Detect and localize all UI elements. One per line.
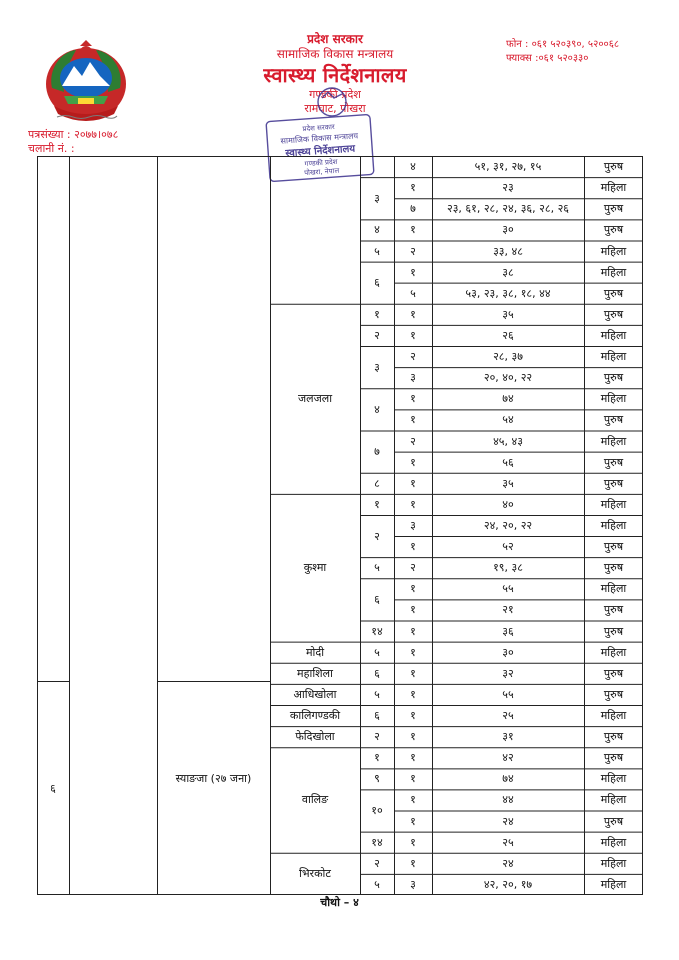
gender-cell: पुरुष — [603, 413, 624, 427]
gender-cell: महिला — [600, 392, 627, 406]
ward-number-cell: ५ — [374, 687, 380, 701]
gender-cell: पुरुष — [603, 814, 624, 828]
header-province-name: गण्डकी प्रदेश — [309, 88, 361, 101]
age-list-cell: १९, ३८ — [493, 561, 523, 575]
gender-cell: महिला — [600, 645, 627, 659]
case-count-cell: १ — [410, 181, 416, 195]
gender-cell: पुरुष — [603, 371, 624, 385]
gender-cell: महिला — [600, 709, 627, 723]
case-count-cell: २ — [410, 244, 416, 258]
age-list-cell: २५ — [502, 835, 514, 849]
seal-line-5: पोखरा, नेपाल — [303, 166, 340, 178]
gender-cell: पुरुष — [603, 561, 624, 575]
ward-number-cell: २ — [374, 328, 380, 342]
case-count-cell: ५ — [410, 286, 416, 300]
emblem-caption-scribble — [55, 113, 119, 119]
gender-cell: महिला — [600, 328, 627, 342]
case-count-cell: ३ — [410, 371, 416, 385]
gender-cell: महिला — [600, 835, 627, 849]
municipality-cell: फेदिखोला — [295, 730, 335, 744]
case-count-cell: ४ — [410, 160, 416, 174]
case-count-cell: १ — [410, 772, 416, 786]
ward-number-cell: २ — [374, 856, 380, 870]
case-count-cell: १ — [410, 751, 416, 765]
ward-number-cell: ६ — [374, 592, 380, 606]
ward-number-cell: ४ — [374, 402, 380, 416]
age-list-cell: ३६ — [502, 624, 514, 638]
ward-number-cell: २ — [374, 730, 380, 744]
age-list-cell: ३० — [502, 645, 514, 659]
dispatch-number: चलानी नं. : — [28, 142, 75, 155]
ward-number-cell: ९ — [374, 772, 380, 786]
ward-number-cell: ६ — [374, 709, 380, 723]
age-list-cell: २३ — [502, 181, 514, 195]
age-list-cell: ३३, ४८ — [493, 244, 523, 258]
case-count-cell: १ — [410, 793, 416, 807]
ward-number-cell: ८ — [374, 476, 380, 490]
nepal-emblem-logo — [40, 40, 132, 124]
case-count-cell: १ — [410, 856, 416, 870]
age-list-cell: ४४ — [502, 793, 514, 807]
ward-number-cell: ७ — [374, 445, 380, 459]
municipality-cell: भिरकोट — [299, 867, 331, 881]
age-list-cell: ४० — [502, 497, 514, 511]
case-count-cell: २ — [410, 561, 416, 575]
ward-number-cell: ५ — [374, 877, 380, 891]
age-list-cell: ३१ — [502, 730, 514, 744]
gender-cell: महिला — [600, 497, 627, 511]
ward-number-cell: १ — [374, 307, 380, 321]
age-list-cell: ५२ — [502, 540, 514, 554]
seal-line-1: प्रदेश सरकार — [302, 122, 336, 134]
age-list-cell: २८, ३७ — [493, 350, 523, 364]
age-list-cell: ७४ — [502, 772, 514, 786]
gender-cell: पुरुष — [603, 603, 624, 617]
case-count-cell: १ — [410, 307, 416, 321]
case-count-cell: १ — [410, 392, 416, 406]
gender-cell: पुरुष — [603, 223, 624, 237]
age-list-cell: २६ — [502, 328, 514, 342]
age-list-cell: ५६ — [502, 455, 514, 469]
gender-cell: महिला — [600, 793, 627, 807]
age-list-cell: ५३, २३, ३८, १८, ४४ — [465, 286, 551, 300]
ward-number-cell: ३ — [374, 191, 380, 205]
gender-cell: पुरुष — [603, 666, 624, 680]
age-list-cell: २०, ४०, २२ — [483, 371, 533, 385]
age-list-cell: २५ — [502, 709, 514, 723]
ward-number-cell: १ — [374, 497, 380, 511]
gender-cell: पुरुष — [603, 160, 624, 174]
case-count-cell: ३ — [410, 877, 416, 891]
gender-cell: पुरुष — [603, 307, 624, 321]
case-count-cell: ३ — [410, 518, 416, 532]
gender-cell: महिला — [600, 877, 627, 891]
reference-block — [28, 128, 118, 156]
ward-number-cell: १४ — [371, 835, 383, 849]
ward-number-cell: १० — [371, 804, 383, 818]
case-count-cell: १ — [410, 265, 416, 279]
contact-block — [506, 38, 619, 66]
case-count-cell: १ — [410, 730, 416, 744]
case-count-cell: १ — [410, 666, 416, 680]
gender-cell: महिला — [600, 772, 627, 786]
phone-number: फोन : ०६१ ५२०३९०, ५२००६८ — [506, 39, 620, 50]
age-list-cell: ३५ — [502, 307, 514, 321]
letter-number: पत्रसंख्या : २०७७।०७८ — [28, 128, 119, 141]
age-list-cell: ३५ — [502, 476, 514, 490]
ward-number-cell: १ — [374, 751, 380, 765]
age-list-cell: ३२ — [502, 666, 514, 680]
ward-number-cell: ४ — [374, 223, 380, 237]
gender-cell: महिला — [600, 518, 627, 532]
page-number: चौथो – ४ — [320, 896, 359, 909]
age-list-cell: ४५, ४३ — [493, 434, 523, 448]
serial-number-cell: ६ — [50, 781, 56, 795]
gender-cell: पुरुष — [603, 751, 624, 765]
header-directorate: स्वास्थ्य निर्देशनालय — [263, 63, 407, 87]
gender-cell: पुरुष — [603, 730, 624, 744]
case-count-cell: १ — [410, 814, 416, 828]
municipality-cell: कालिगण्डकी — [289, 709, 341, 723]
case-count-cell: १ — [410, 645, 416, 659]
gender-cell: महिला — [600, 582, 627, 596]
municipality-cell: कुश्मा — [303, 561, 327, 575]
ward-number-cell: २ — [374, 529, 380, 543]
case-count-cell: १ — [410, 603, 416, 617]
gender-cell: पुरुष — [603, 476, 624, 490]
case-count-cell: १ — [410, 328, 416, 342]
case-count-cell: १ — [410, 835, 416, 849]
fax-number: फ्याक्स :०६१ ५२०३३० — [506, 53, 589, 64]
age-list-cell: ३८ — [502, 265, 514, 279]
header-address: रामघाट, पोखरा — [304, 102, 366, 115]
age-list-cell: २४ — [502, 814, 514, 828]
case-count-cell: १ — [410, 709, 416, 723]
ward-number-cell: ६ — [374, 666, 380, 680]
gender-cell: महिला — [600, 265, 627, 279]
case-count-cell: १ — [410, 223, 416, 237]
gender-cell: महिला — [600, 244, 627, 258]
gender-cell: महिला — [600, 856, 627, 870]
ward-number-cell: १४ — [371, 624, 383, 638]
seal-line-2: सामाजिक विकास मन्त्रालय — [280, 131, 359, 146]
ward-number-cell: ५ — [374, 645, 380, 659]
ward-number-cell: ३ — [374, 360, 380, 374]
gender-cell: महिला — [600, 181, 627, 195]
gender-cell: पुरुष — [603, 202, 624, 216]
ward-number-cell: ५ — [374, 561, 380, 575]
header-ministry: सामाजिक विकास मन्त्रालय — [276, 47, 394, 61]
municipality-cell: महाशिला — [297, 666, 333, 680]
age-list-cell: ५४ — [502, 413, 514, 427]
header-province-government: प्रदेश सरकार — [307, 32, 363, 46]
municipality-cell: वालिङ — [301, 793, 329, 807]
municipality-cell: जलजला — [297, 392, 333, 406]
case-count-cell: ७ — [410, 202, 416, 216]
district-cell: स्याङजा (२७ जना) — [175, 771, 252, 785]
case-count-cell: १ — [410, 476, 416, 490]
age-list-cell: ३० — [502, 223, 514, 237]
case-count-cell: १ — [410, 687, 416, 701]
age-list-cell: ७४ — [502, 392, 514, 406]
patient-details-table — [37, 156, 643, 895]
case-count-cell: २ — [410, 434, 416, 448]
ward-number-cell: ६ — [374, 276, 380, 290]
age-list-cell: २४ — [502, 856, 514, 870]
case-count-cell: १ — [410, 540, 416, 554]
age-list-cell: ५१, ३१, २७, १५ — [474, 160, 542, 174]
municipality-cell: आधिखोला — [293, 687, 337, 701]
age-list-cell: २३, ६१, २८, २४, ३६, २८, २६ — [446, 202, 570, 216]
gender-cell: पुरुष — [603, 455, 624, 469]
gender-cell: महिला — [600, 350, 627, 364]
gender-cell: पुरुष — [603, 286, 624, 300]
case-count-cell: १ — [410, 624, 416, 638]
case-count-cell: १ — [410, 413, 416, 427]
age-list-cell: ५५ — [502, 687, 514, 701]
gender-cell: पुरुष — [603, 624, 624, 638]
seal-line-3: स्वास्थ्य निर्देशनालय — [285, 143, 356, 160]
ward-number-cell: ५ — [374, 244, 380, 258]
gender-cell: पुरुष — [603, 687, 624, 701]
age-list-cell: ४२ — [502, 751, 514, 765]
case-count-cell: १ — [410, 455, 416, 469]
age-list-cell: ५५ — [502, 582, 514, 596]
age-list-cell: ४२, २०, १७ — [483, 877, 533, 891]
gender-cell: पुरुष — [603, 540, 624, 554]
seal-line-4: गण्डकी प्रदेश — [304, 157, 338, 169]
age-list-cell: २१ — [502, 603, 514, 617]
case-count-cell: १ — [410, 582, 416, 596]
municipality-cell: मोदी — [305, 645, 325, 659]
age-list-cell: २४, २०, २२ — [483, 518, 533, 532]
case-count-cell: १ — [410, 497, 416, 511]
gender-cell: महिला — [600, 434, 627, 448]
case-count-cell: २ — [410, 350, 416, 364]
